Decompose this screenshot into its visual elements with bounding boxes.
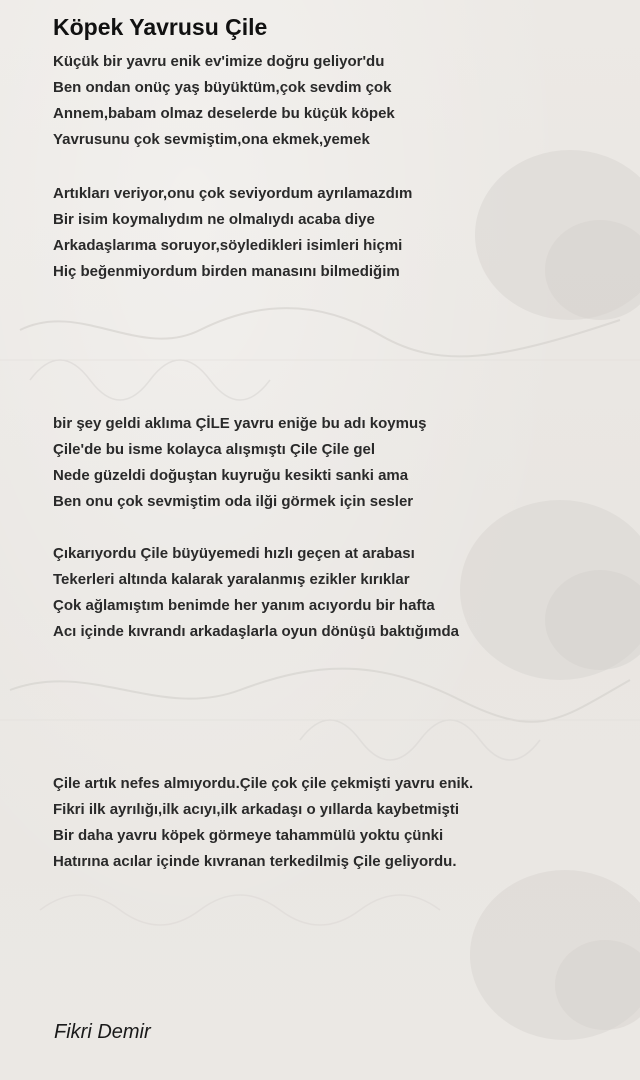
stanza-4 (53, 541, 459, 645)
poem-line: Çile artık nefes almıyordu.Çile çok çile çekmişti yavru enik. (53, 775, 474, 792)
poem-line: Ben ondan onüç yaş büyüktüm,çok sevdim çok (53, 79, 392, 96)
poem-author: Fikri Demir (54, 1021, 151, 1043)
poem-line: Bir isim koymalıydım ne olmalıydı acaba diye (53, 211, 375, 228)
poem-line: Tekerleri altında kalarak yaralanmış ezikler kırıklar (53, 571, 410, 588)
stanza-1 (53, 49, 395, 153)
poem-line: Fikri ilk ayrılığı,ilk acıyı,ilk arkadaşı o yıllarda kaybetmişti (53, 801, 460, 818)
poem-line: Yavrusunu çok sevmiştim,ona ekmek,yemek (53, 131, 370, 148)
poem-line: Ben onu çok sevmiştim oda ilği görmek için sesler (53, 493, 414, 510)
stanza-2 (53, 181, 412, 285)
poem-line: Acı içinde kıvrandı arkadaşlarla oyun dönüşü baktığımda (53, 623, 459, 640)
poem-line: Çok ağlamıştım benimde her yanım acıyordu bir hafta (53, 597, 435, 614)
poem-line: Hatırına acılar içinde kıvranan terkedilmiş Çile geliyordu. (53, 853, 457, 870)
poem-line: bir şey geldi aklıma ÇİLE yavru eniğe bu adı koymuş (53, 415, 427, 432)
stanza-5 (53, 771, 473, 875)
poem-line: Küçük bir yavru enik ev'imize doğru geliyor'du (53, 53, 385, 70)
poem-line: Artıkları veriyor,onu çok seviyordum ayrılamazdım (53, 185, 413, 202)
poem-line: Arkadaşlarıma soruyor,söyledikleri isimleri hiçmi (53, 237, 403, 254)
poem-line: Çile'de bu isme kolayca alışmıştı Çile Çile gel (53, 441, 376, 458)
poem-line: Hiç beğenmiyordum birden manasını bilmediğim (53, 263, 400, 280)
poem-line: Annem,babam olmaz deselerde bu küçük köpek (53, 105, 395, 122)
poem-line: Bir daha yavru köpek görmeye tahammülü yoktu çünki (53, 827, 444, 844)
stanza-3 (53, 411, 426, 515)
poem-line: Nede güzeldi doğuştan kuyruğu kesikti sanki ama (53, 467, 409, 484)
poem-title: Köpek Yavrusu Çile (53, 14, 268, 40)
poem-line: Çıkarıyordu Çile büyüyemedi hızlı geçen at arabası (53, 545, 415, 562)
